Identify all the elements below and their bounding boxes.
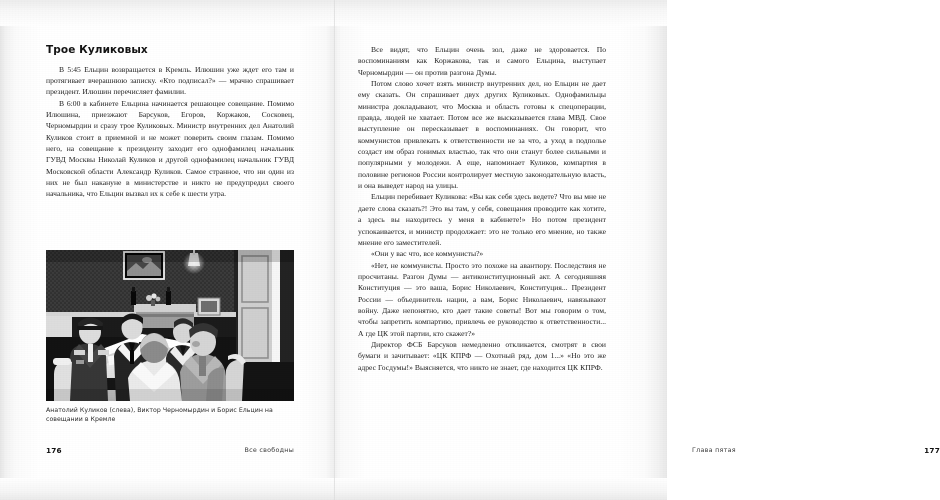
paragraph: Директор ФСБ Барсуков немедленно откликается, смотрят в свои бумаги и зачитывает: «ЦК КПРФ — Охотный ряд, дом 1...» «Но это же адрес Госдумы!» Выясняется, что никто не знает, где находится ЦК КПРФ. xyxy=(358,339,606,372)
running-head: Все свободны xyxy=(244,446,294,454)
right-page xyxy=(334,0,940,500)
right-page-text-block xyxy=(358,44,606,373)
paragraph: Потом слово хочет взять министр внутренних дел, но Ельцин не дает ему сказать. Он спрашивает двух других Куликовых. Однофамильцы министра докладывают, что Москва и область готовы к спецоперации, правда, людей не хватает. Потом все же высказывается глава МВД. Свое выступление он пересказывает в воспоминаниях. Он говорит, что коммунистов привлекать к ответственности не за что, а уход в подполье создаст им образ гонимых властью, так что они станут более сильными и популярными у молодежи. А еще, напоминает Куликов, компартия в половине регионов России контролирует местную законодательную власть, и она выведет народ на улицы. xyxy=(358,79,606,191)
paragraph: Все видят, что Ельцин очень зол, даже не здоровается. По воспоминаниям как Коржакова, так и самого Ельцина, выступает Черномырдин — он против разгона Думы. xyxy=(358,45,606,77)
meeting-photograph xyxy=(46,250,294,401)
paragraph: Ельцин перебивает Куликова: «Вы как себя здесь ведете? Что вы мне не даете слова сказать?! Это вы там, у себя, совещания проводите как хотите, а здесь вы находитесь у меня в кабинете!» Но потом президент успокаивается, и министр продолжает: это не только его мнение, но также мнение его заместителей. xyxy=(358,192,606,247)
paragraph: «Они у вас что, все коммунисты?» xyxy=(371,249,484,259)
page-number: 177 xyxy=(924,445,940,455)
left-page xyxy=(0,0,334,500)
left-page-footer xyxy=(46,444,294,456)
paragraph: «Нет, не коммунисты. Просто это похоже на авантюру. Последствия не просчитаны. Разгон Думы — антиконституционный акт. А сегодняшняя Конституция — это ваша, Борис Николаевич, Конституция... Президент России — объединитель нации, а вам, Борис Николаевич, навязывают войну. Даже непонятно, кто дает такие советы! Вот мы говорим о том, чтобы запретить компартию, привлечь ее руководство к ответственности... А где ЦК этой партии, кто скажет?» xyxy=(358,260,606,338)
page-number: 176 xyxy=(46,445,62,455)
paragraph: В 5:45 Ельцин возвращается в Кремль. Илюшин уже ждет его там и протягивает вчерашнюю записку. «Кто подписал?» — мрачно спрашивает президент. Илюшин перечисляет фамилии. xyxy=(46,64,294,97)
running-head: Глава пятая xyxy=(692,446,736,454)
left-page-text-block xyxy=(46,44,294,200)
figure-caption: Анатолий Куликов (слева), Виктор Черномырдин и Борис Ельцин на совещании в Кремле xyxy=(46,407,273,424)
paragraph: В 6:00 в кабинете Ельцина начинается решающее совещание. Помимо Илюшина, приезжают Барсуков, Егоров, Коржаков, Сосковец, Черномырдин и сразу трое Куликовых. Министр внутренних дел Анатолий Куликов стоит в приемной и не может поверить своим глазам. Помимо него, на совещание к президенту заходит его однофамилец начальник ГУВД Москвы Николай Куликов и другой однофамилец начальник ГУВД Московской области Александр Куликов. Самое странное, что ни один из них не был накануне в министерстве и никто не предупредил своего начальника, что Ельцин вызвал их к себе к шести утра. xyxy=(46,98,294,199)
figure xyxy=(46,250,294,424)
right-page-footer xyxy=(692,444,940,456)
section-heading: Трое Куликовых xyxy=(46,44,148,56)
photo-artwork xyxy=(46,250,294,401)
